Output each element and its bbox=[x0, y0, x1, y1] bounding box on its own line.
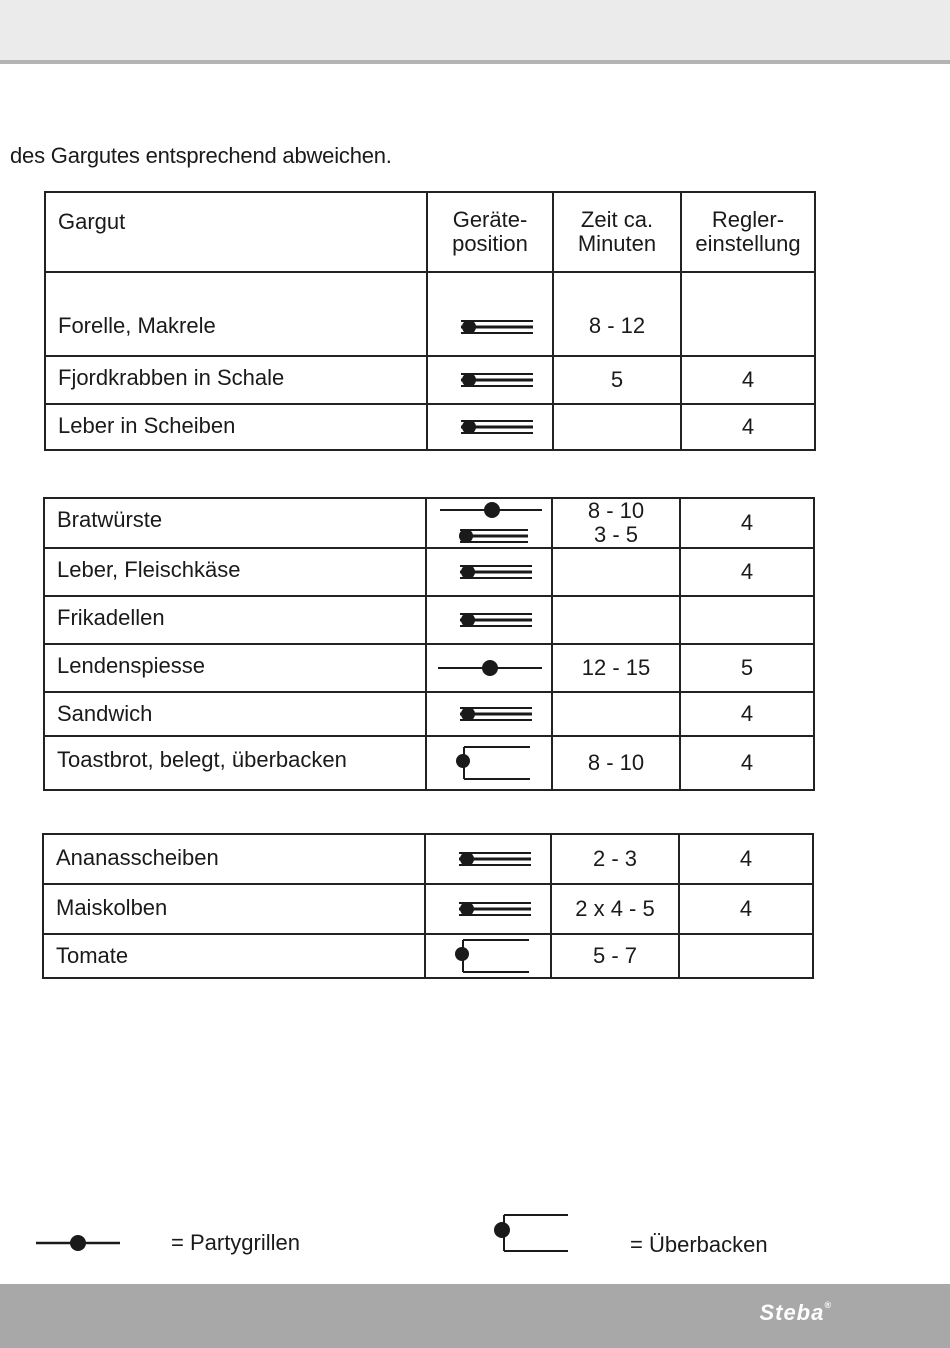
time-cell bbox=[553, 404, 681, 450]
food-cell: Frikadellen bbox=[44, 596, 426, 644]
table-row bbox=[43, 884, 813, 934]
table-row bbox=[45, 356, 815, 404]
gratinate-icon bbox=[434, 749, 544, 774]
position-cell bbox=[426, 736, 552, 790]
food-cell: Maiskolben bbox=[43, 884, 425, 934]
food-cell: Toastbrot, belegt, überbacken bbox=[44, 736, 426, 790]
table-row bbox=[44, 596, 814, 644]
position-cell bbox=[427, 404, 553, 450]
partygrill-icon bbox=[36, 1232, 120, 1259]
food-cell: Fjordkrabben in Schale bbox=[45, 356, 427, 404]
rack-low-icon bbox=[434, 606, 544, 631]
party-and-rack-icon bbox=[434, 509, 544, 534]
time-cell: 8 - 12 bbox=[553, 272, 681, 356]
header-rule bbox=[0, 60, 950, 64]
table-header-row bbox=[45, 192, 815, 272]
setting-cell bbox=[681, 272, 815, 356]
food-cell: Tomate bbox=[43, 934, 425, 978]
position-cell bbox=[426, 692, 552, 736]
time-cell bbox=[552, 596, 680, 644]
table-row bbox=[44, 692, 814, 736]
brand-logo bbox=[759, 1300, 832, 1326]
setting-cell: 4 bbox=[680, 736, 814, 790]
setting-cell: 4 bbox=[679, 884, 813, 934]
food-cell: Lendenspiesse bbox=[44, 644, 426, 692]
header-food: Gargut bbox=[45, 192, 427, 272]
header-setting bbox=[681, 192, 815, 272]
food-cell: Bratwürste bbox=[44, 498, 426, 548]
time-cell: 2 x 4 - 5 bbox=[551, 884, 679, 934]
table-row bbox=[43, 834, 813, 884]
rack-low-icon bbox=[433, 845, 543, 870]
setting-cell bbox=[679, 934, 813, 978]
setting-cell: 5 bbox=[680, 644, 814, 692]
intro-text: des Gargutes entsprechend abweichen. bbox=[10, 143, 392, 168]
rack-low-icon bbox=[434, 558, 544, 583]
table-row bbox=[44, 736, 814, 790]
gratinate-icon bbox=[492, 1212, 570, 1259]
setting-cell: 4 bbox=[681, 356, 815, 404]
food-cell: Sandwich bbox=[44, 692, 426, 736]
brand-logo-text: Steba bbox=[759, 1300, 825, 1325]
time-cell bbox=[552, 498, 680, 548]
legend-partygrill-label: = Partygrillen bbox=[171, 1230, 301, 1255]
food-cell: Leber, Fleischkäse bbox=[44, 548, 426, 596]
header-time-line2: Minuten bbox=[577, 231, 657, 256]
time-value: 8 - 10 bbox=[587, 498, 645, 523]
rack-low-icon bbox=[435, 313, 545, 338]
table-row bbox=[45, 404, 815, 450]
setting-cell: 4 bbox=[681, 404, 815, 450]
position-cell bbox=[426, 498, 552, 548]
header-position-line1: Geräte- bbox=[452, 207, 528, 232]
header-setting-line1: Regler- bbox=[711, 207, 785, 232]
position-cell bbox=[426, 548, 552, 596]
time-cell: 12 - 15 bbox=[552, 644, 680, 692]
position-cell bbox=[427, 356, 553, 404]
time-cell bbox=[552, 548, 680, 596]
table-row bbox=[43, 934, 813, 978]
time-cell: 5 bbox=[553, 356, 681, 404]
time-cell: 8 - 10 bbox=[552, 736, 680, 790]
table-row bbox=[44, 548, 814, 596]
position-cell bbox=[425, 884, 551, 934]
cooking-table-meat bbox=[43, 497, 815, 791]
header-time-line1: Zeit ca. bbox=[580, 207, 654, 232]
brand-logo-mark: ® bbox=[824, 1300, 832, 1310]
gratinate-icon bbox=[433, 942, 543, 967]
partygrill-icon bbox=[434, 654, 544, 679]
time-cell: 2 - 3 bbox=[551, 834, 679, 884]
header-position-line2: position bbox=[452, 231, 528, 256]
time-value: 3 - 5 bbox=[593, 522, 639, 547]
position-cell bbox=[425, 834, 551, 884]
setting-cell: 4 bbox=[680, 548, 814, 596]
position-cell bbox=[426, 644, 552, 692]
table-row bbox=[44, 498, 814, 548]
rack-low-icon bbox=[435, 413, 545, 438]
header-time bbox=[553, 192, 681, 272]
position-cell bbox=[426, 596, 552, 644]
rack-low-icon bbox=[433, 895, 543, 920]
cooking-table-vegetables bbox=[42, 833, 814, 979]
table-row bbox=[44, 644, 814, 692]
setting-cell: 4 bbox=[679, 834, 813, 884]
header-setting-line2: einstellung bbox=[695, 231, 801, 256]
setting-cell: 4 bbox=[680, 498, 814, 548]
time-cell bbox=[552, 692, 680, 736]
legend-gratinate-label: = Überbacken bbox=[630, 1232, 768, 1257]
food-cell: Ananasscheiben bbox=[43, 834, 425, 884]
rack-low-icon bbox=[434, 700, 544, 725]
cooking-table-fish bbox=[44, 191, 816, 451]
setting-cell: 4 bbox=[680, 692, 814, 736]
food-cell: Forelle, Makrele bbox=[45, 272, 427, 356]
position-cell bbox=[427, 272, 553, 356]
position-cell bbox=[425, 934, 551, 978]
time-cell: 5 - 7 bbox=[551, 934, 679, 978]
header-position bbox=[427, 192, 553, 272]
setting-cell bbox=[680, 596, 814, 644]
table-row bbox=[45, 272, 815, 356]
header-band bbox=[0, 0, 950, 60]
food-cell: Leber in Scheiben bbox=[45, 404, 427, 450]
rack-low-icon bbox=[435, 366, 545, 391]
